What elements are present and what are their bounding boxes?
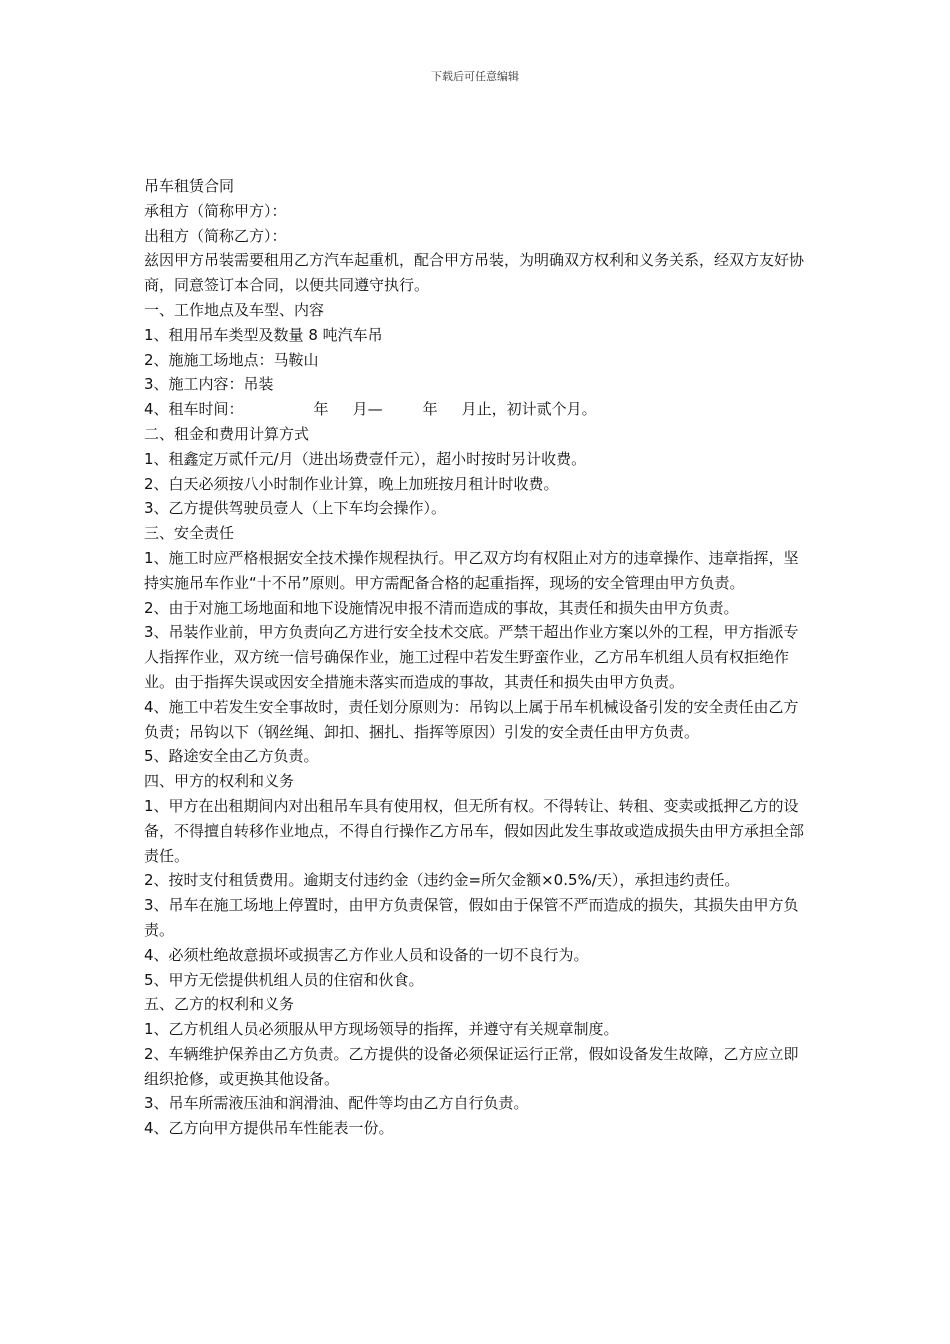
- section-5-item-2: 2、车辆维护保养由乙方负责。乙方提供的设备必须保证运行正常，假如设备发生故障，乙方应立即组织抢修，或更换其他设备。: [144, 1044, 799, 1088]
- section-2-item-3: 3、乙方提供驾驶员壹人（上下车均会操作）。: [144, 499, 447, 518]
- contract-title: 吊车租赁合同: [144, 177, 235, 195]
- rental-period-month-1: 月—: [352, 400, 383, 419]
- section-1-item-3: 3、施工内容：吊装: [144, 375, 274, 394]
- rental-period-year-1: 年: [313, 400, 329, 419]
- page-header-note: 下载后可任意编辑: [431, 70, 519, 83]
- section-5-item-1: 1、乙方机组人员必须服从甲方现场领导的指挥，并遵守有关规章制度。: [144, 1020, 619, 1039]
- section-5-item-3: 3、吊车所需液压油和润滑油、配件等均由乙方自行负责。: [144, 1094, 529, 1113]
- section-3-heading: 三、安全责任: [144, 524, 235, 543]
- contract-body: [144, 174, 810, 1141]
- section-5-heading: 五、乙方的权利和义务: [144, 995, 295, 1014]
- section-4-heading: 四、甲方的权利和义务: [144, 772, 295, 791]
- section-1-item-2: 2、施施工场地点：马鞍山: [144, 350, 319, 369]
- lessor-line: 出租方（简称乙方）：: [144, 226, 287, 245]
- section-1-heading: 一、工作地点及车型、内容: [144, 300, 325, 319]
- rental-period-year-2: 年: [422, 400, 438, 419]
- section-2-heading: 二、租金和费用计算方式: [144, 424, 310, 443]
- section-3-item-4: 4、施工中若发生安全事故时，责任划分原则为：吊钩以上属于吊车机械设备引发的安全责任由乙方负责；吊钩以下（钢丝绳、卸扣、捆扎、指挥等原因）引发的安全责任由甲方负责。: [144, 697, 799, 741]
- rental-period-label: 4、租车时间：: [144, 400, 244, 419]
- section-4-item-3: 3、吊车在施工场地上停置时，由甲方负责保管，假如由于保管不严而造成的损失，其损失由甲方负责。: [144, 896, 799, 939]
- section-3-item-1: 1、施工时应严格根据安全技术操作规程执行。甲乙双方均有权阻止对方的违章操作、违章指挥，坚持实施吊车作业“十不吊”原则。甲方需配备合格的起重指挥，现场的安全管理由甲方负责。: [144, 548, 799, 592]
- preamble-paragraph: 兹因甲方吊装需要租用乙方汽车起重机，配合甲方吊装，为明确双方权利和义务关系，经双方友好协商，同意签订本合同，以便共同遵守执行。: [144, 251, 805, 295]
- section-4-item-1: 1、甲方在出租期间内对出租吊车具有使用权，但无所有权。不得转让、转租、变卖或抵押乙方的设备，不得擅自转移作业地点，不得自行操作乙方吊车，假如因此发生事故或造成损失由甲方承担全部责任。: [144, 796, 805, 865]
- section-3-item-2: 2、由于对施工场地面和地下设施情况申报不清而造成的事故，其责任和损失由甲方负责。: [144, 598, 739, 617]
- section-5-item-4: 4、乙方向甲方提供吊车性能表一份。: [144, 1119, 394, 1138]
- section-4-item-4: 4、必须杜绝故意损坏或损害乙方作业人员和设备的一切不良行为。: [144, 945, 589, 964]
- section-4-item-2: 2、按时支付租赁费用。逾期支付违约金（违约金=所欠金额×0.5%/天），承担违约责任。: [144, 871, 740, 890]
- section-2-item-1: 1、租鑫定万贰仟元/月（进出场费壹仟元），超小时按时另计收费。: [144, 449, 587, 468]
- section-2-item-2: 2、白天必须按八小时制作业计算，晚上加班按月租计时收费。: [144, 474, 559, 493]
- section-4-item-5: 5、甲方无偿提供机组人员的住宿和伙食。: [144, 970, 424, 989]
- rental-period-month-2: 月止，初计贰个月。: [461, 400, 597, 419]
- section-1-item-1: 1、租用吊车类型及数量 8 吨汽车吊: [144, 325, 383, 344]
- section-1-item-4: [144, 397, 810, 422]
- lessee-line: 承租方（简称甲方）：: [144, 201, 287, 220]
- section-3-item-5: 5、路途安全由乙方负责。: [144, 747, 319, 766]
- section-3-item-3: 3、吊装作业前，甲方负责向乙方进行安全技术交底。严禁干超出作业方案以外的工程，甲方指派专人指挥作业，双方统一信号确保作业，施工过程中若发生野蛮作业，乙方吊车机组人员有权拒绝作业。由于指挥失误或因安全措施未落实而造成的事故，其责任和损失由甲方负责。: [144, 623, 799, 691]
